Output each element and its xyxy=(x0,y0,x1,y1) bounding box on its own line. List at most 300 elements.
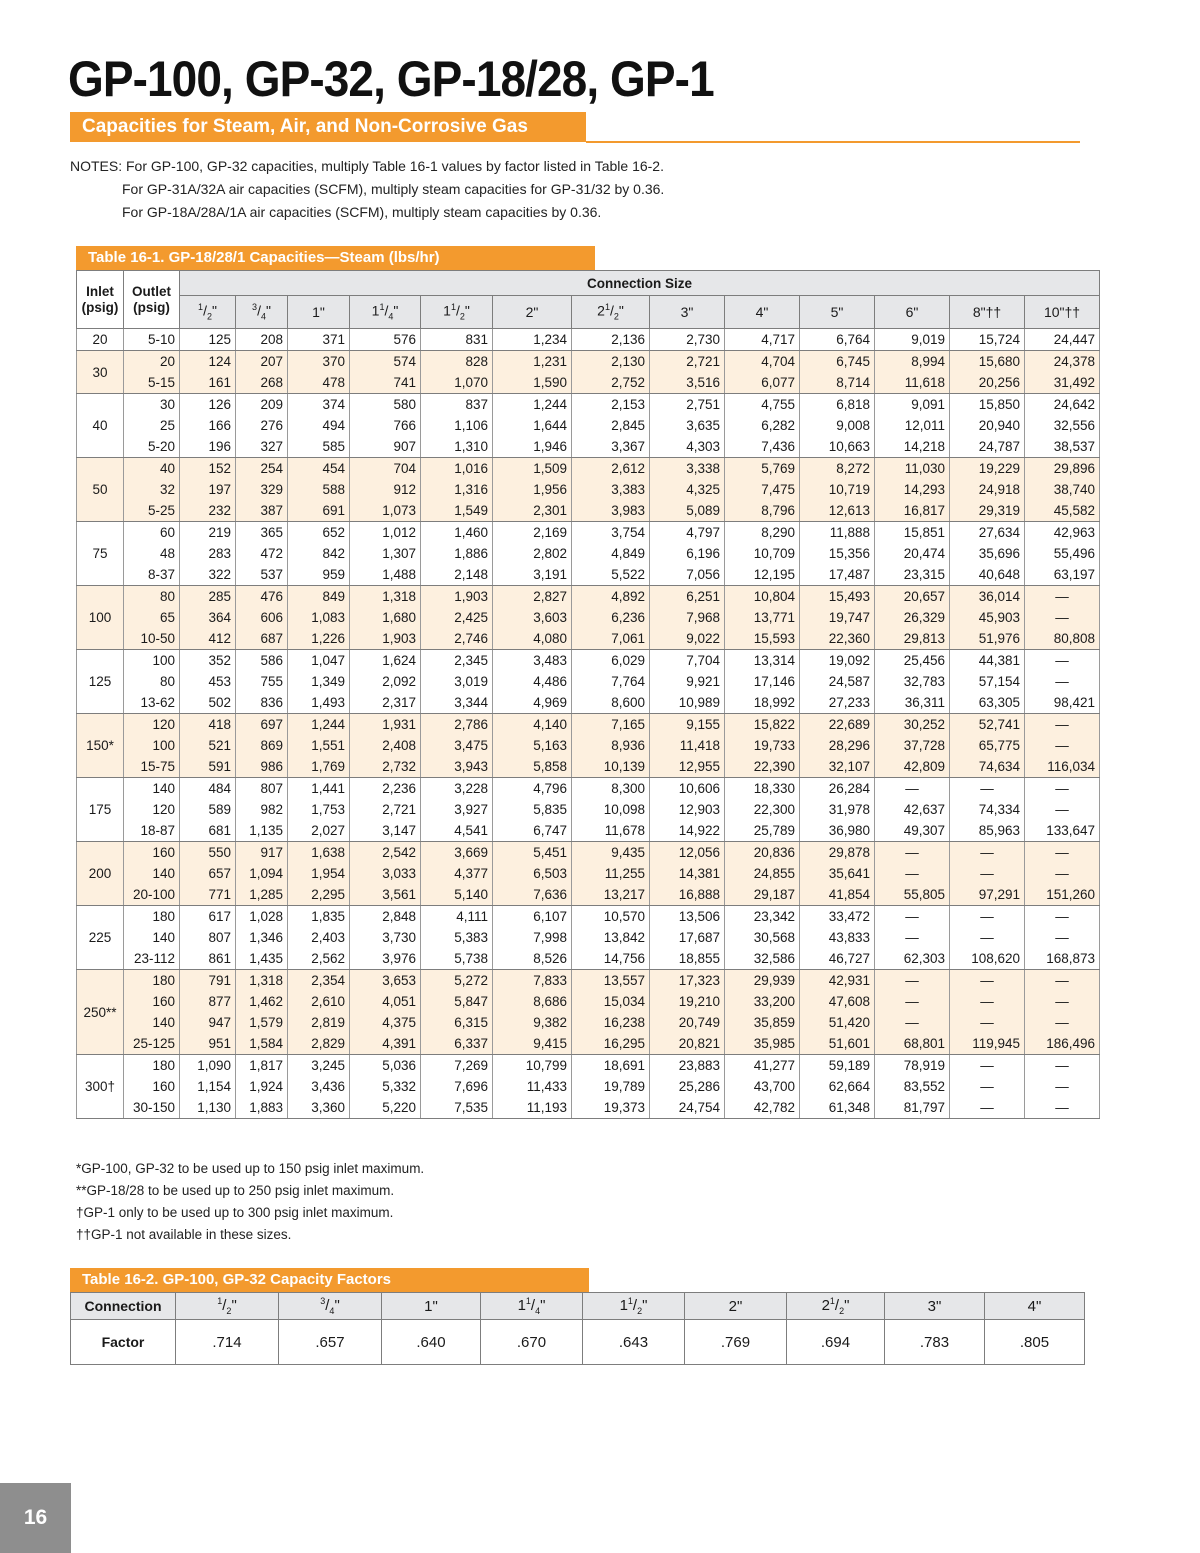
capacity-cell: 186,496 xyxy=(1025,1033,1100,1055)
capacity-cell: 40,648 xyxy=(950,564,1025,586)
capacity-cell: 2,721 xyxy=(650,351,725,373)
capacity-cell: 9,022 xyxy=(650,628,725,650)
capacity-cell: 1,234 xyxy=(493,329,572,351)
capacity-cell: 11,255 xyxy=(572,863,650,884)
capacity-cell: 3,943 xyxy=(421,756,493,778)
factor-size-header: 2" xyxy=(685,1293,787,1320)
capacity-cell: 7,998 xyxy=(493,927,572,948)
capacity-cell: 5,522 xyxy=(572,564,650,586)
outlet-cell: 140 xyxy=(124,778,180,800)
capacity-cell: 2,345 xyxy=(421,650,493,672)
capacity-cell: 370 xyxy=(288,351,350,373)
capacity-cell: 38,537 xyxy=(1025,436,1100,458)
capacity-cell: 8,796 xyxy=(725,500,800,522)
capacity-cell: 11,618 xyxy=(875,372,950,394)
capacity-cell: 10,989 xyxy=(650,692,725,714)
capacity-cell: 5,858 xyxy=(493,756,572,778)
note-line: For GP-18A/28A/1A air capacities (SCFM), multiply steam capacities by 0.36. xyxy=(122,204,602,220)
outlet-cell: 25-125 xyxy=(124,1033,180,1055)
capacity-cell: 484 xyxy=(180,778,236,800)
factor-cell: .670 xyxy=(481,1320,583,1365)
capacity-cell: 20,749 xyxy=(650,1012,725,1033)
capacity-cell: 1,549 xyxy=(421,500,493,522)
capacity-cell: 83,552 xyxy=(875,1076,950,1097)
table-row xyxy=(77,329,1100,351)
capacity-cell: 49,307 xyxy=(875,820,950,842)
capacity-cell: 24,642 xyxy=(1025,394,1100,416)
capacity-cell: 20,836 xyxy=(725,842,800,864)
capacity-cell: 268 xyxy=(236,372,288,394)
capacity-cell: 1,047 xyxy=(288,650,350,672)
capacity-cell: 12,903 xyxy=(650,799,725,820)
capacity-cell: 652 xyxy=(288,522,350,544)
capacity-cell: 3,483 xyxy=(493,650,572,672)
capacity-cell: 3,245 xyxy=(288,1055,350,1077)
section-subtitle: Capacities for Steam, Air, and Non-Corrosive Gas xyxy=(70,112,586,142)
capacity-cell: 4,969 xyxy=(493,692,572,714)
capacity-cell: 7,061 xyxy=(572,628,650,650)
capacity-cell: 3,653 xyxy=(350,970,421,992)
capacity-cell: 276 xyxy=(236,415,288,436)
capacity-cell: 8,714 xyxy=(800,372,875,394)
table-row xyxy=(77,500,1100,522)
size-header: 1" xyxy=(288,296,350,329)
size-header: 10"†† xyxy=(1025,296,1100,329)
capacity-cell: 771 xyxy=(180,884,236,906)
table-row xyxy=(77,714,1100,736)
capacity-cell: 2,354 xyxy=(288,970,350,992)
capacity-cell: 1,244 xyxy=(288,714,350,736)
capacity-cell: 232 xyxy=(180,500,236,522)
capacity-cell: 6,764 xyxy=(800,329,875,351)
capacity-cell: 6,251 xyxy=(650,586,725,608)
capacity-cell: 6,315 xyxy=(421,1012,493,1033)
capacity-cell: — xyxy=(1025,970,1100,992)
capacity-cell: 19,789 xyxy=(572,1076,650,1097)
capacity-cell: 51,601 xyxy=(800,1033,875,1055)
capacity-cell: 152 xyxy=(180,458,236,480)
table-row xyxy=(77,351,1100,373)
capacity-cell: 12,613 xyxy=(800,500,875,522)
capacity-cell: 9,435 xyxy=(572,842,650,864)
capacity-cell: — xyxy=(1025,863,1100,884)
capacity-cell: 1,106 xyxy=(421,415,493,436)
capacity-cell: 41,854 xyxy=(800,884,875,906)
capacity-cell: 42,931 xyxy=(800,970,875,992)
capacity-cell: — xyxy=(950,1012,1025,1033)
capacity-cell: 10,709 xyxy=(725,543,800,564)
outlet-cell: 25 xyxy=(124,415,180,436)
factor-size-header: $1^1/_4$" xyxy=(481,1293,583,1320)
capacity-cell: 65,775 xyxy=(950,735,1025,756)
capacity-cell: 11,433 xyxy=(493,1076,572,1097)
outlet-cell: 32 xyxy=(124,479,180,500)
capacity-cell: 133,647 xyxy=(1025,820,1100,842)
capacity-factor-table xyxy=(70,1292,1085,1365)
capacity-cell: 18,855 xyxy=(650,948,725,970)
capacity-cell: 2,829 xyxy=(288,1033,350,1055)
capacity-cell: 9,921 xyxy=(650,671,725,692)
capacity-cell: 2,542 xyxy=(350,842,421,864)
capacity-cell: 51,976 xyxy=(950,628,1025,650)
capacity-cell: 5,332 xyxy=(350,1076,421,1097)
capacity-cell: 119,945 xyxy=(950,1033,1025,1055)
capacity-cell: — xyxy=(1025,671,1100,692)
capacity-cell: 5,220 xyxy=(350,1097,421,1119)
capacity-cell: 1,753 xyxy=(288,799,350,820)
table-row xyxy=(77,628,1100,650)
capacity-cell: 2,848 xyxy=(350,906,421,928)
outlet-cell: 15-75 xyxy=(124,756,180,778)
capacity-cell: 4,849 xyxy=(572,543,650,564)
table-row xyxy=(77,970,1100,992)
capacity-cell: 327 xyxy=(236,436,288,458)
outlet-cell: 120 xyxy=(124,714,180,736)
capacity-cell: 61,348 xyxy=(800,1097,875,1119)
capacity-cell: 454 xyxy=(288,458,350,480)
capacity-cell: 1,462 xyxy=(236,991,288,1012)
capacity-cell: — xyxy=(1025,799,1100,820)
capacity-cell: 861 xyxy=(180,948,236,970)
capacity-cell: 35,641 xyxy=(800,863,875,884)
capacity-cell: 1,231 xyxy=(493,351,572,373)
capacity-cell: 22,360 xyxy=(800,628,875,650)
capacity-cell: 1,135 xyxy=(236,820,288,842)
capacity-cell: 28,296 xyxy=(800,735,875,756)
capacity-cell: 13,506 xyxy=(650,906,725,928)
capacity-cell: 32,783 xyxy=(875,671,950,692)
capacity-cell: — xyxy=(1025,714,1100,736)
capacity-cell: 2,845 xyxy=(572,415,650,436)
capacity-cell: — xyxy=(875,778,950,800)
capacity-cell: 1,769 xyxy=(288,756,350,778)
capacity-cell: 537 xyxy=(236,564,288,586)
capacity-cell: 1,488 xyxy=(350,564,421,586)
capacity-cell: 912 xyxy=(350,479,421,500)
capacity-cell: 951 xyxy=(180,1033,236,1055)
capacity-cell: 7,968 xyxy=(650,607,725,628)
capacity-cell: 13,557 xyxy=(572,970,650,992)
capacity-cell: 3,669 xyxy=(421,842,493,864)
capacity-cell: 12,195 xyxy=(725,564,800,586)
capacity-cell: 3,635 xyxy=(650,415,725,436)
capacity-cell: 1,493 xyxy=(288,692,350,714)
capacity-cell: 6,236 xyxy=(572,607,650,628)
capacity-cell: 6,107 xyxy=(493,906,572,928)
capacity-cell: 15,356 xyxy=(800,543,875,564)
capacity-cell: 43,700 xyxy=(725,1076,800,1097)
table-row xyxy=(77,415,1100,436)
capacity-cell: 16,238 xyxy=(572,1012,650,1033)
table-row xyxy=(77,948,1100,970)
outlet-cell: 100 xyxy=(124,735,180,756)
capacity-cell: 5,272 xyxy=(421,970,493,992)
capacity-cell: 36,311 xyxy=(875,692,950,714)
capacity-cell: — xyxy=(1025,1076,1100,1097)
outlet-cell: 60 xyxy=(124,522,180,544)
outlet-cell: 10-50 xyxy=(124,628,180,650)
capacity-cell: 7,764 xyxy=(572,671,650,692)
capacity-cell: — xyxy=(1025,607,1100,628)
table-row xyxy=(77,394,1100,416)
capacity-cell: 22,689 xyxy=(800,714,875,736)
capacity-cell: — xyxy=(1025,778,1100,800)
capacity-cell: 78,919 xyxy=(875,1055,950,1077)
capacity-cell: 1,016 xyxy=(421,458,493,480)
table-row xyxy=(77,458,1100,480)
capacity-cell: 24,918 xyxy=(950,479,1025,500)
capacity-cell: 1,316 xyxy=(421,479,493,500)
capacity-cell: 19,092 xyxy=(800,650,875,672)
table-row xyxy=(77,586,1100,608)
capacity-cell: 7,636 xyxy=(493,884,572,906)
factor-cell: .657 xyxy=(279,1320,382,1365)
capacity-cell: 1,883 xyxy=(236,1097,288,1119)
capacity-cell: 8,526 xyxy=(493,948,572,970)
outlet-cell: 48 xyxy=(124,543,180,564)
capacity-cell: 68,801 xyxy=(875,1033,950,1055)
inlet-cell: 225 xyxy=(77,906,124,970)
capacity-cell: 15,680 xyxy=(950,351,1025,373)
outlet-cell: 180 xyxy=(124,970,180,992)
capacity-cell: 59,189 xyxy=(800,1055,875,1077)
table-row xyxy=(77,479,1100,500)
capacity-cell: 1,931 xyxy=(350,714,421,736)
outlet-cell: 40 xyxy=(124,458,180,480)
table-row xyxy=(77,1012,1100,1033)
capacity-cell: 15,850 xyxy=(950,394,1025,416)
capacity-cell: 254 xyxy=(236,458,288,480)
capacity-cell: — xyxy=(950,1055,1025,1077)
capacity-cell: 36,980 xyxy=(800,820,875,842)
capacity-cell: 4,303 xyxy=(650,436,725,458)
capacity-cell: 6,077 xyxy=(725,372,800,394)
capacity-cell: 22,300 xyxy=(725,799,800,820)
size-header: 2" xyxy=(493,296,572,329)
capacity-cell: — xyxy=(950,970,1025,992)
capacity-cell: 364 xyxy=(180,607,236,628)
capacity-cell: 37,728 xyxy=(875,735,950,756)
capacity-cell: 16,888 xyxy=(650,884,725,906)
capacity-cell: 35,859 xyxy=(725,1012,800,1033)
capacity-cell: 4,892 xyxy=(572,586,650,608)
capacity-cell: 807 xyxy=(236,778,288,800)
capacity-cell: 151,260 xyxy=(1025,884,1100,906)
capacity-cell: 1,028 xyxy=(236,906,288,928)
outlet-cell: 100 xyxy=(124,650,180,672)
capacity-cell: 19,229 xyxy=(950,458,1025,480)
capacity-cell: 24,754 xyxy=(650,1097,725,1119)
capacity-cell: 322 xyxy=(180,564,236,586)
capacity-cell: 1,318 xyxy=(350,586,421,608)
size-header: 5" xyxy=(800,296,875,329)
capacity-cell: 13,217 xyxy=(572,884,650,906)
capacity-cell: 7,056 xyxy=(650,564,725,586)
capacity-cell: 80,808 xyxy=(1025,628,1100,650)
capacity-cell: 9,008 xyxy=(800,415,875,436)
capacity-cell: 18,691 xyxy=(572,1055,650,1077)
capacity-cell: 3,603 xyxy=(493,607,572,628)
capacity-cell: 371 xyxy=(288,329,350,351)
factor-cell: .643 xyxy=(583,1320,685,1365)
inlet-cell: 75 xyxy=(77,522,124,586)
table-row xyxy=(77,842,1100,864)
capacity-cell: 412 xyxy=(180,628,236,650)
factor-size-header: 3" xyxy=(885,1293,985,1320)
capacity-cell: 1,318 xyxy=(236,970,288,992)
capacity-cell: 2,148 xyxy=(421,564,493,586)
capacity-cell: 42,963 xyxy=(1025,522,1100,544)
size-header: $1^1/_2$" xyxy=(421,296,493,329)
capacity-cell: 9,382 xyxy=(493,1012,572,1033)
capacity-cell: 3,147 xyxy=(350,820,421,842)
capacity-cell: 42,809 xyxy=(875,756,950,778)
capacity-cell: 22,390 xyxy=(725,756,800,778)
capacity-cell: 161 xyxy=(180,372,236,394)
capacity-cell: 828 xyxy=(421,351,493,373)
capacity-cell: 329 xyxy=(236,479,288,500)
capacity-cell: 8,994 xyxy=(875,351,950,373)
table-row xyxy=(77,372,1100,394)
capacity-cell: 30,252 xyxy=(875,714,950,736)
capacity-cell: 14,381 xyxy=(650,863,725,884)
capacity-cell: 3,927 xyxy=(421,799,493,820)
capacity-cell: 5,738 xyxy=(421,948,493,970)
capacity-cell: 25,286 xyxy=(650,1076,725,1097)
capacity-cell: 52,741 xyxy=(950,714,1025,736)
capacity-cell: 1,226 xyxy=(288,628,350,650)
capacity-cell: 31,492 xyxy=(1025,372,1100,394)
capacity-cell: 6,337 xyxy=(421,1033,493,1055)
capacity-cell: — xyxy=(1025,842,1100,864)
capacity-cell: 12,011 xyxy=(875,415,950,436)
capacity-cell: 4,080 xyxy=(493,628,572,650)
capacity-cell: — xyxy=(875,970,950,992)
capacity-cell: 1,584 xyxy=(236,1033,288,1055)
table-row xyxy=(77,692,1100,714)
capacity-cell: 24,587 xyxy=(800,671,875,692)
capacity-cell: — xyxy=(1025,1012,1100,1033)
factor-size-header: 4" xyxy=(985,1293,1085,1320)
capacity-cell: 576 xyxy=(350,329,421,351)
capacity-cell: 1,070 xyxy=(421,372,493,394)
table-row xyxy=(77,564,1100,586)
outlet-cell: 80 xyxy=(124,586,180,608)
capacity-cell: 2,732 xyxy=(350,756,421,778)
capacity-cell: 27,233 xyxy=(800,692,875,714)
factor-size-header: $1^1/_2$" xyxy=(583,1293,685,1320)
capacity-cell: 2,130 xyxy=(572,351,650,373)
capacity-cell: 285 xyxy=(180,586,236,608)
capacity-cell: 4,541 xyxy=(421,820,493,842)
capacity-cell: 31,978 xyxy=(800,799,875,820)
capacity-cell: 44,381 xyxy=(950,650,1025,672)
capacity-cell: 29,813 xyxy=(875,628,950,650)
outlet-cell: 160 xyxy=(124,842,180,864)
capacity-cell: 97,291 xyxy=(950,884,1025,906)
capacity-cell: 4,377 xyxy=(421,863,493,884)
table-row xyxy=(77,863,1100,884)
factor-cell: .769 xyxy=(685,1320,787,1365)
capacity-cell: 17,687 xyxy=(650,927,725,948)
outlet-cell: 13-62 xyxy=(124,692,180,714)
capacity-cell: 1,886 xyxy=(421,543,493,564)
factor-size-header: 1" xyxy=(382,1293,481,1320)
capacity-cell: 33,200 xyxy=(725,991,800,1012)
capacity-cell: 1,509 xyxy=(493,458,572,480)
capacity-cell: 1,244 xyxy=(493,394,572,416)
capacity-cell: 10,663 xyxy=(800,436,875,458)
capacity-cell: 877 xyxy=(180,991,236,1012)
capacity-cell: 15,034 xyxy=(572,991,650,1012)
capacity-cell: 2,403 xyxy=(288,927,350,948)
capacity-cell: 5,140 xyxy=(421,884,493,906)
capacity-cell: 9,415 xyxy=(493,1033,572,1055)
capacity-cell: 38,740 xyxy=(1025,479,1100,500)
capacity-cell: 30,568 xyxy=(725,927,800,948)
size-header: 3" xyxy=(650,296,725,329)
capacity-cell: 5,769 xyxy=(725,458,800,480)
capacity-cell: 4,051 xyxy=(350,991,421,1012)
capacity-cell: 19,747 xyxy=(800,607,875,628)
capacity-cell: 168,873 xyxy=(1025,948,1100,970)
capacity-cell: 1,579 xyxy=(236,1012,288,1033)
table-row xyxy=(77,820,1100,842)
capacity-cell: 7,165 xyxy=(572,714,650,736)
capacity-cell: 374 xyxy=(288,394,350,416)
outlet-cell: 20-100 xyxy=(124,884,180,906)
capacity-cell: 11,678 xyxy=(572,820,650,842)
capacity-cell: 6,747 xyxy=(493,820,572,842)
outlet-header: Outlet (psig) xyxy=(124,271,180,329)
capacity-cell: 11,418 xyxy=(650,735,725,756)
capacity-cell: 10,804 xyxy=(725,586,800,608)
capacity-cell: 7,704 xyxy=(650,650,725,672)
size-header: $1^1/_4$" xyxy=(350,296,421,329)
capacity-cell: 43,833 xyxy=(800,927,875,948)
capacity-cell: 697 xyxy=(236,714,288,736)
capacity-cell: 196 xyxy=(180,436,236,458)
capacity-cell: 687 xyxy=(236,628,288,650)
capacity-cell: 1,012 xyxy=(350,522,421,544)
capacity-cell: 208 xyxy=(236,329,288,351)
capacity-cell: 26,284 xyxy=(800,778,875,800)
capacity-cell: 585 xyxy=(288,436,350,458)
capacity-cell: 7,833 xyxy=(493,970,572,992)
footnote: **GP-18/28 to be used up to 250 psig inlet maximum. xyxy=(76,1183,395,1198)
outlet-cell: 5-10 xyxy=(124,329,180,351)
capacity-cell: — xyxy=(1025,650,1100,672)
capacity-cell: 8,936 xyxy=(572,735,650,756)
table-row xyxy=(77,650,1100,672)
capacity-cell: 986 xyxy=(236,756,288,778)
capacity-cell: 5,383 xyxy=(421,927,493,948)
capacity-cell: 3,976 xyxy=(350,948,421,970)
capacity-cell: 14,756 xyxy=(572,948,650,970)
capacity-cell: 3,730 xyxy=(350,927,421,948)
capacity-cell: 418 xyxy=(180,714,236,736)
capacity-cell: 13,314 xyxy=(725,650,800,672)
capacity-cell: 17,487 xyxy=(800,564,875,586)
table1-caption: Table 16-1. GP-18/28/1 Capacities—Steam (lbs/hr) xyxy=(76,246,595,270)
capacity-cell: 1,924 xyxy=(236,1076,288,1097)
table-row xyxy=(77,1076,1100,1097)
table-row xyxy=(77,884,1100,906)
capacity-cell: 209 xyxy=(236,394,288,416)
capacity-cell: 2,153 xyxy=(572,394,650,416)
capacity-cell: 2,610 xyxy=(288,991,350,1012)
capacity-cell: 16,817 xyxy=(875,500,950,522)
